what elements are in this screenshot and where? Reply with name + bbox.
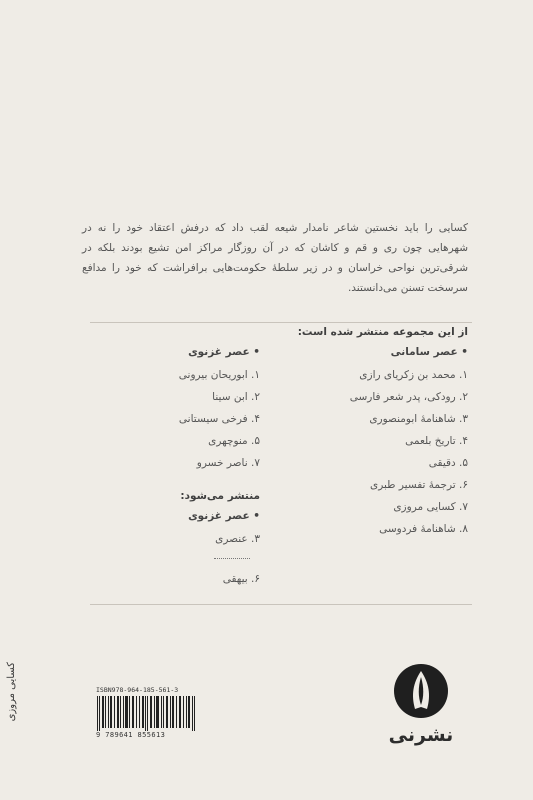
list-item: ۲. رودکی، پدر شعر فارسی xyxy=(349,391,468,403)
list-item: ۸. شاهنامهٔ فردوسی xyxy=(379,523,468,535)
top-divider xyxy=(90,322,472,323)
list-item: ۴. تاریخ بلعمی xyxy=(405,435,468,447)
samanid-heading: • عصر سامانی xyxy=(390,346,468,358)
list-item: ۳. شاهنامهٔ ابومنصوری xyxy=(369,413,468,425)
spine-title: کسایی مروزی xyxy=(6,662,17,722)
list-item: ۳. عنصری xyxy=(215,533,260,545)
isbn-text: ISBN978-964-185-561-3 xyxy=(96,686,179,694)
barcode-icon xyxy=(96,696,196,731)
ghaznavid-column xyxy=(160,346,260,474)
ellipsis-dots xyxy=(214,558,250,559)
forthcoming-column xyxy=(160,510,260,550)
list-item: ۶. بیهقی xyxy=(222,573,260,585)
isbn-block xyxy=(96,686,196,742)
list-item: ۷. کسایی مروزی xyxy=(393,501,468,513)
list-item: ۵. دقیقی xyxy=(428,457,468,469)
list-item: ۱. محمد بن زکریای رازی xyxy=(359,369,468,381)
barcode-digits: 9 789641 855613 xyxy=(96,731,166,739)
list-item: ۵. منوچهری xyxy=(208,435,260,447)
list-item: ۷. ناصر خسرو xyxy=(196,457,260,469)
ghaznavid-heading: • عصر غزنوی xyxy=(188,346,260,358)
list-item: ۲. ابن سینا xyxy=(212,391,260,403)
samanid-column xyxy=(330,346,468,540)
list-item: ۱. ابوریحان بیرونی xyxy=(178,369,260,381)
forthcoming-heading: منتشر می‌شود: xyxy=(180,490,260,502)
intro-paragraph: کسایی را باید نخستین شاعر نامدار شیعه لقب داد که درفش اعتقاد خود را نه در شهرهایی چون ری و قم و کاشان که در آن روزگار مراکز امن تشیع بودند بلکه در شرقی‌ترین نواحی خراسان و در زیر سلطهٔ حکومت‌هایی برافراشت که خود را مدافع سرسخت تسنن می‌دانستند. xyxy=(82,221,468,294)
bottom-divider xyxy=(90,604,472,605)
forthcoming-era-heading: • عصر غزنوی xyxy=(188,510,260,522)
list-item: ۶. ترجمهٔ تفسیر طبری xyxy=(370,479,468,491)
publisher-name: نشرنی xyxy=(388,724,454,746)
published-heading: از این مجموعه منتشر شده است: xyxy=(297,326,468,338)
list-item: ۴. فرخی سیستانی xyxy=(178,413,260,425)
forthcoming-last xyxy=(160,568,260,590)
publisher-logo-icon xyxy=(393,663,449,719)
